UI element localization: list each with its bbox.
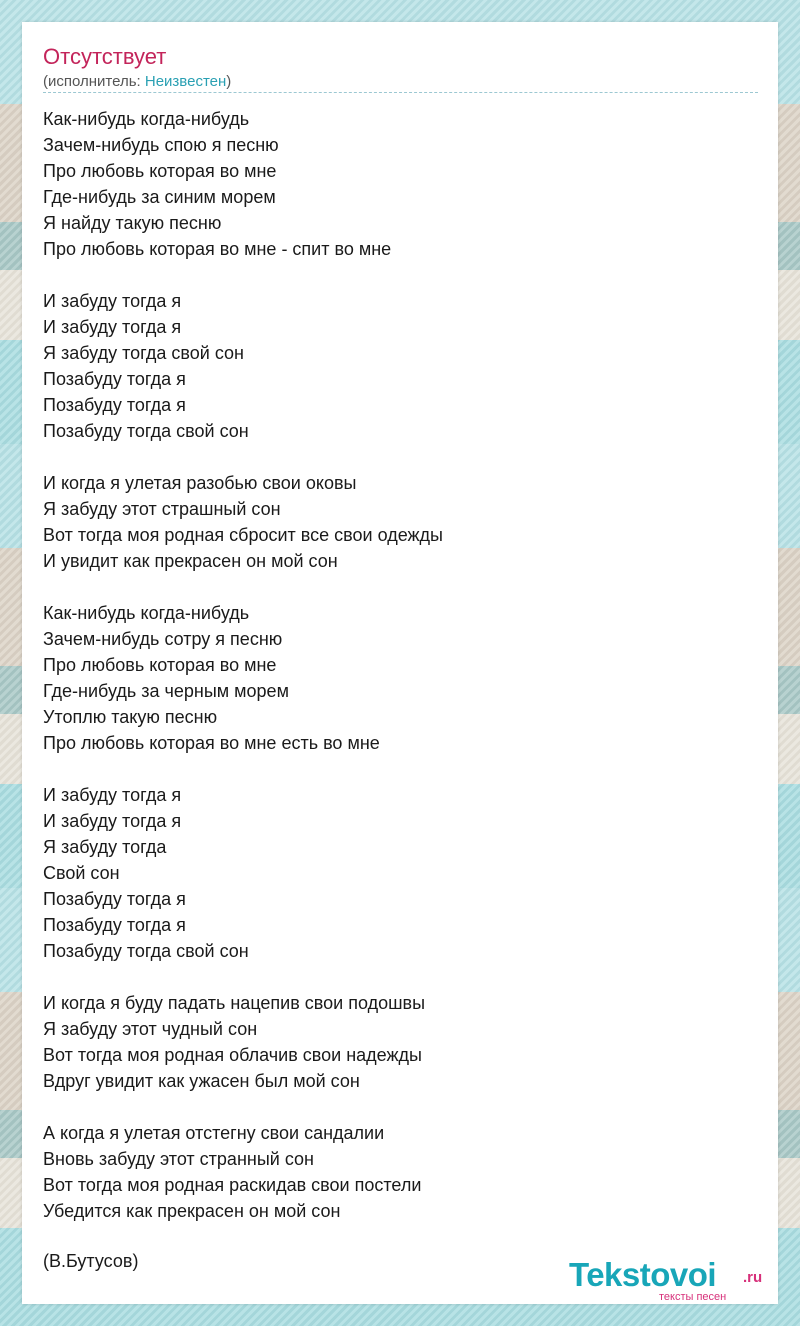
- artist-prefix: (исполнитель:: [43, 73, 145, 90]
- lyrics-author: (В.Бутусов): [43, 1251, 139, 1271]
- logo-tagline: тексты песен: [659, 1291, 727, 1303]
- lyric-line: Я забуду тогда: [43, 837, 167, 857]
- lyric-line: Я забуду этот страшный сон: [43, 499, 281, 519]
- lyric-line: Вот тогда моя родная раскидав свои постели: [43, 1175, 422, 1195]
- artist-link[interactable]: Неизвестен: [144, 73, 227, 90]
- song-title: Отсутствует: [43, 44, 167, 69]
- lyric-line: Позабуду тогда я: [43, 889, 186, 909]
- lyric-line: Где-нибудь за синим морем: [43, 187, 276, 207]
- lyric-spacer: [43, 444, 743, 470]
- lyric-spacer: [43, 262, 743, 288]
- lyrics-body: [43, 106, 743, 1224]
- lyric-line: Где-нибудь за черным морем: [43, 681, 289, 701]
- lyric-line: Позабуду тогда я: [43, 915, 186, 935]
- lyric-spacer: [43, 1094, 743, 1120]
- header-divider: [43, 92, 758, 93]
- logo-wordmark: Tekstovoi: [569, 1256, 717, 1293]
- lyric-line: И забуду тогда я: [43, 291, 182, 311]
- lyric-spacer: [43, 756, 743, 782]
- lyric-line: Вот тогда моя родная сбросит все свои одежды: [43, 525, 443, 545]
- lyric-line: Убедится как прекрасен он мой сон: [43, 1201, 341, 1221]
- lyric-line: Про любовь которая во мне - спит во мне: [43, 239, 392, 259]
- lyric-line: И забуду тогда я: [43, 811, 182, 831]
- lyric-line: Про любовь которая во мне есть во мне: [43, 733, 380, 753]
- lyric-line: А когда я улетая отстегну свои сандалии: [43, 1123, 385, 1143]
- lyric-line: Позабуду тогда свой сон: [43, 941, 249, 961]
- logo-domain: .ru: [743, 1269, 763, 1286]
- lyric-line: Утоплю такую песню: [43, 707, 218, 727]
- lyric-line: И увидит как прекрасен он мой сон: [43, 551, 338, 571]
- lyric-spacer: [43, 574, 743, 600]
- lyric-line: Позабуду тогда свой сон: [43, 421, 249, 441]
- lyric-line: И когда я улетая разобью свои оковы: [43, 473, 357, 493]
- lyric-spacer: [43, 964, 743, 990]
- lyric-line: Про любовь которая во мне: [43, 161, 277, 181]
- lyric-line: Я найду такую песню: [43, 213, 222, 233]
- lyric-line: Позабуду тогда я: [43, 395, 186, 415]
- lyric-line: Зачем-нибудь спою я песню: [43, 135, 279, 155]
- lyric-line: Про любовь которая во мне: [43, 655, 277, 675]
- artist-line: [43, 72, 231, 92]
- lyric-line: Позабуду тогда я: [43, 369, 186, 389]
- lyric-line: Я забуду этот чудный сон: [43, 1019, 258, 1039]
- tekstovoi-logo[interactable]: [569, 1257, 779, 1303]
- lyric-line: Зачем-нибудь сотру я песню: [43, 629, 283, 649]
- lyric-line: Вновь забуду этот странный сон: [43, 1149, 314, 1169]
- lyric-line: И забуду тогда я: [43, 785, 182, 805]
- lyric-line: Как-нибудь когда-нибудь: [43, 603, 250, 623]
- lyric-line: Свой сон: [43, 863, 120, 883]
- lyric-line: И когда я буду падать нацепив свои подошвы: [43, 993, 426, 1013]
- lyric-line: И забуду тогда я: [43, 317, 182, 337]
- lyric-line: Я забуду тогда свой сон: [43, 343, 244, 363]
- lyric-line: Как-нибудь когда-нибудь: [43, 109, 250, 129]
- artist-suffix: ): [226, 73, 232, 90]
- lyric-line: Вдруг увидит как ужасен был мой сон: [43, 1071, 360, 1091]
- lyrics-card: [22, 22, 778, 1304]
- lyric-line: Вот тогда моя родная облачив свои надежды: [43, 1045, 422, 1065]
